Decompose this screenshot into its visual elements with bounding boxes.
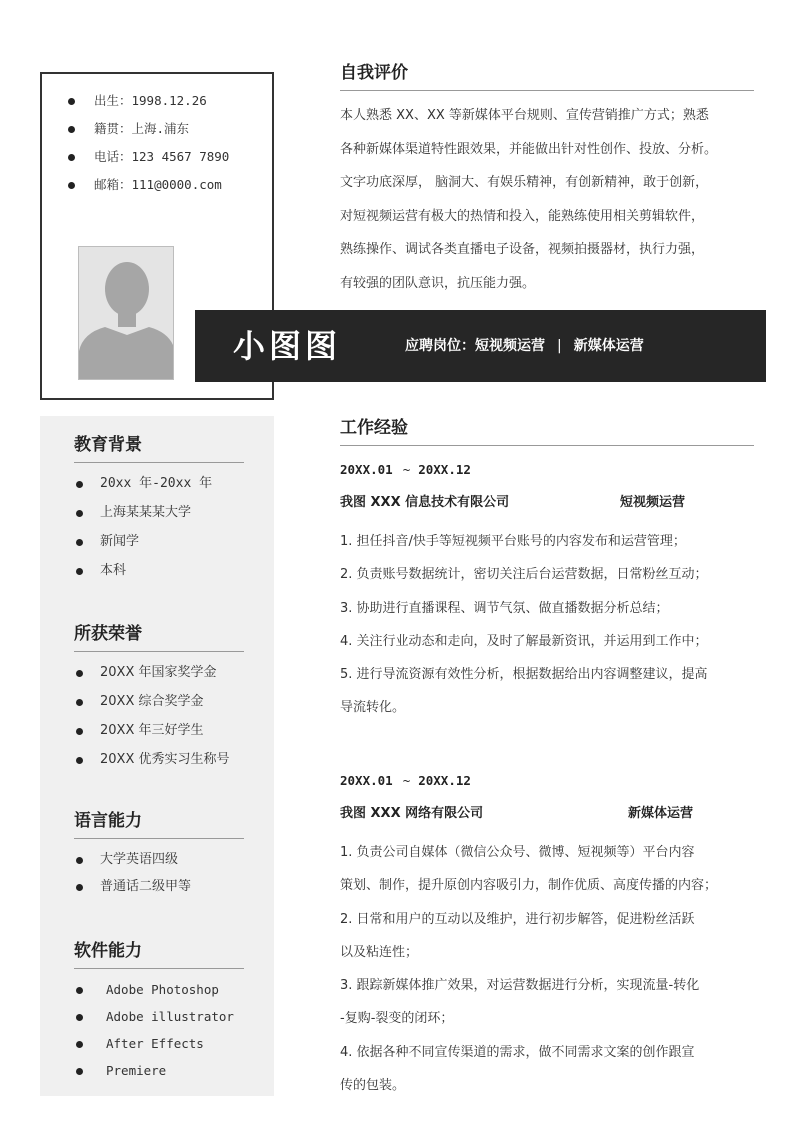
education-item: 20xx 年-20xx 年	[74, 473, 244, 502]
job-header	[340, 492, 760, 525]
job-role: 短视频运营	[620, 495, 686, 510]
language-heading: 语言能力	[74, 806, 244, 839]
software-item: After Effects	[74, 1033, 244, 1060]
job-duty-line: 1. 负责公司自媒体（微信公众号、微博、短视频等）平台内容	[340, 845, 695, 860]
job-date	[340, 770, 760, 803]
job-duty-line: 4. 关注行业动态和走向，及时了解最新资讯，并运用到工作中；	[340, 633, 708, 649]
software-section	[74, 936, 244, 1087]
job-duties	[340, 525, 760, 725]
job-date-end: 20XX.12	[418, 462, 471, 477]
job-duty-line: 策划、制作，提升原创内容吸引力，制作优质、高度传播的内容；	[340, 878, 718, 894]
education-item: 本科	[74, 560, 244, 589]
job-duty-line: 3. 跟踪新媒体推广效果，对运营数据进行分析，实现流量-转化	[340, 978, 700, 994]
software-heading: 软件能力	[74, 936, 244, 969]
language-item: 大学英语四级	[74, 849, 244, 876]
job-duty-line: -复购-裂变的闭环；	[340, 1011, 454, 1027]
name-banner	[195, 310, 766, 382]
contact-hometown: 籍贯：上海.浦东	[66, 118, 229, 146]
honors-list	[74, 662, 244, 778]
honors-item: 20XX 年国家奖学金	[74, 662, 244, 691]
education-item: 新闻学	[74, 531, 244, 560]
software-item: Adobe illustrator	[74, 1006, 244, 1033]
profile-photo-placeholder	[78, 246, 174, 380]
job-duty-line: 以及粘连性；	[340, 944, 419, 960]
contact-phone: 电话：123 4567 7890	[66, 146, 229, 174]
honors-section	[74, 619, 244, 778]
self-eval-line: 本人熟悉 XX、XX 等新媒体平台规则、宣传营销推广方式；熟悉	[340, 108, 709, 123]
education-item: 上海某某某大学	[74, 502, 244, 531]
contact-email: 邮箱：111@0000.com	[66, 174, 229, 202]
job-header	[340, 803, 760, 836]
position-label: 应聘岗位：短视频运营	[405, 338, 545, 354]
job-duty-line: 4. 依据各种不同宣传渠道的需求，做不同需求文案的创作跟宣	[340, 1044, 695, 1060]
self-eval-line: 文字功底深厚， 脑洞大、有娱乐精神，有创新精神，敢于创新，	[340, 175, 709, 190]
self-eval-line: 有较强的团队意识，抗压能力强。	[340, 275, 536, 291]
job-date-end: 20XX.12	[418, 773, 471, 788]
job-duty-line: 5. 进行导流资源有效性分析，根据数据给出内容调整建议，提高	[340, 667, 708, 683]
job-date-tilde: ~	[402, 462, 411, 477]
job-duty-line: 2. 负责账号数据统计，密切关注后台运营数据，日常粉丝互动；	[340, 567, 708, 583]
position-second: 新媒体运营	[573, 338, 644, 354]
self-eval-line: 对短视频运营有极大的热情和投入，能熟练使用相关剪辑软件，	[340, 208, 705, 224]
job-duty-line: 1. 担任抖音/快手等短视频平台账号的内容发布和运营管理；	[340, 534, 686, 549]
work-heading: 工作经验	[340, 413, 754, 446]
job-role: 新媒体运营	[628, 806, 694, 821]
job-duties	[340, 836, 760, 1102]
self-eval-line: 各种新媒体渠道特性跟效果，并能做出针对性创作、投放、分析。	[340, 141, 718, 157]
job-entry	[340, 459, 760, 725]
job-date	[340, 459, 760, 492]
software-item: Adobe Photoshop	[74, 979, 244, 1006]
position-applied	[405, 335, 644, 357]
education-section	[74, 430, 244, 589]
job-duty-line: 3. 协助进行直播课程、调节气氛、做直播数据分析总结；	[340, 600, 669, 616]
self-eval-text	[340, 99, 760, 300]
contact-list	[66, 90, 229, 202]
job-company: 我图 XXX 网络有限公司	[340, 806, 484, 821]
job-company: 我图 XXX 信息技术有限公司	[340, 495, 510, 510]
person-silhouette-icon	[79, 247, 174, 380]
job-date-start: 20XX.01	[340, 462, 393, 477]
education-list	[74, 473, 244, 589]
honors-heading: 所获荣誉	[74, 619, 244, 652]
job-date-tilde: ~	[402, 773, 411, 788]
education-heading: 教育背景	[74, 430, 244, 463]
language-list	[74, 849, 244, 903]
language-section	[74, 806, 244, 903]
sidebar	[40, 416, 274, 1096]
self-eval-heading: 自我评价	[340, 58, 754, 91]
contact-birth: 出生：1998.12.26	[66, 90, 229, 118]
job-entry	[340, 770, 760, 1102]
language-item: 普通话二级甲等	[74, 876, 244, 903]
job-duty-line: 传的包装。	[340, 1078, 406, 1094]
honors-item: 20XX 综合奖学金	[74, 691, 244, 720]
position-separator: |	[557, 338, 562, 354]
job-date-start: 20XX.01	[340, 773, 393, 788]
job-duty-line: 导流转化。	[340, 700, 406, 716]
honors-item: 20XX 年三好学生	[74, 720, 244, 749]
candidate-name: 小图图	[233, 327, 342, 365]
software-list	[74, 979, 244, 1087]
self-eval-line: 熟练操作、调试各类直播电子设备，视频拍摄器材，执行力强，	[340, 242, 705, 257]
honors-item: 20XX 优秀实习生称号	[74, 749, 244, 778]
software-item: Premiere	[74, 1060, 244, 1087]
job-duty-line: 2. 日常和用户的互动以及维护，进行初步解答，促进粉丝活跃	[340, 911, 695, 927]
